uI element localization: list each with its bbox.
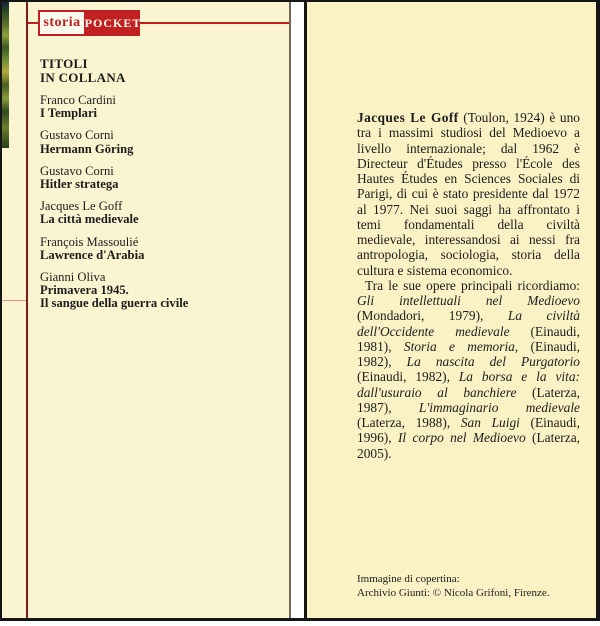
book-author: François Massoulié [40, 234, 139, 249]
list-item [40, 200, 188, 226]
left-margin-red-tick [2, 300, 26, 301]
collana-list [40, 94, 188, 320]
list-item [40, 129, 188, 155]
book-author: Gianni Oliva [40, 270, 106, 285]
series-logo [38, 10, 140, 36]
collana-heading [40, 57, 126, 84]
author-works-paragraph: Tra le sue opere principali ricordiamo: Gli intellettuali nel Medioevo (Mondadori, 1979), La civiltà dell'Occidente medievale (Einaudi, 1981), Storia e memoria, (Einaudi, 1982), La nascita del Purgatorio (Einaudi, 1982), La borsa e la vita: dall'usuraio al banchiere (Laterza, 1987), L'immaginario medievale (Laterza, 1988), San Luigi (Einaudi, 1996), Il corpo nel Medioevo (Laterza, 2005). [357, 277, 581, 461]
scan-edge-right [596, 0, 600, 621]
book-title: Primavera 1945. [40, 283, 129, 298]
page-gutter [291, 2, 304, 618]
author-bio-block [357, 110, 580, 461]
book-author: Franco Cardini [40, 93, 116, 107]
book-author: Jacques Le Goff [40, 199, 123, 214]
scan-edge-bottom [0, 618, 600, 621]
series-logo-storia: storia [38, 10, 86, 36]
book-author: Gustavo Corni [40, 163, 114, 178]
collana-heading-line2: IN COLLANA [40, 69, 126, 85]
book-author: Gustavo Corni [40, 128, 114, 143]
cover-image-credit [357, 573, 550, 600]
book-title-line2: Il sangue della guerra civile [40, 296, 189, 311]
author-bio-paragraph: Jacques Le Goff (Toulon, 1924) è uno tra i massimi studiosi del Medioevo a livello internazionale; dal 1962 è Directeur d'Études presso l'École des Hautes Études en Sciences Sociales di Parigi, di cui è stato presidente dal 1972 al 1977. Nei suoi saggi ha affrontato i temi fondamentali della civiltà medievale, interessandosi ai nessi fra antropologia, sociologia, storia della cultura e sistema economico. [357, 110, 581, 278]
credit-line1: Immagine di copertina: [357, 573, 460, 585]
left-red-vertical-rule [26, 2, 28, 618]
book-title: I Templari [40, 106, 98, 121]
book-title: Hermann Göring [40, 141, 134, 156]
list-item [40, 236, 188, 262]
book-title: La città medievale [40, 212, 139, 227]
left-flap-page [2, 2, 290, 618]
list-item [40, 271, 188, 311]
cover-art-strip [2, 2, 9, 148]
right-flap-page [307, 2, 596, 618]
list-item [40, 165, 188, 191]
credit-line2: Archivio Giunti: © Nicola Grifoni, Firenze. [357, 586, 550, 599]
series-logo-pocket: POCKET [86, 10, 140, 36]
book-title: Hitler stratega [40, 177, 119, 192]
book-title: Lawrence d'Arabia [40, 247, 145, 262]
list-item [40, 94, 188, 120]
collana-heading-line1: TITOLI [40, 56, 88, 71]
